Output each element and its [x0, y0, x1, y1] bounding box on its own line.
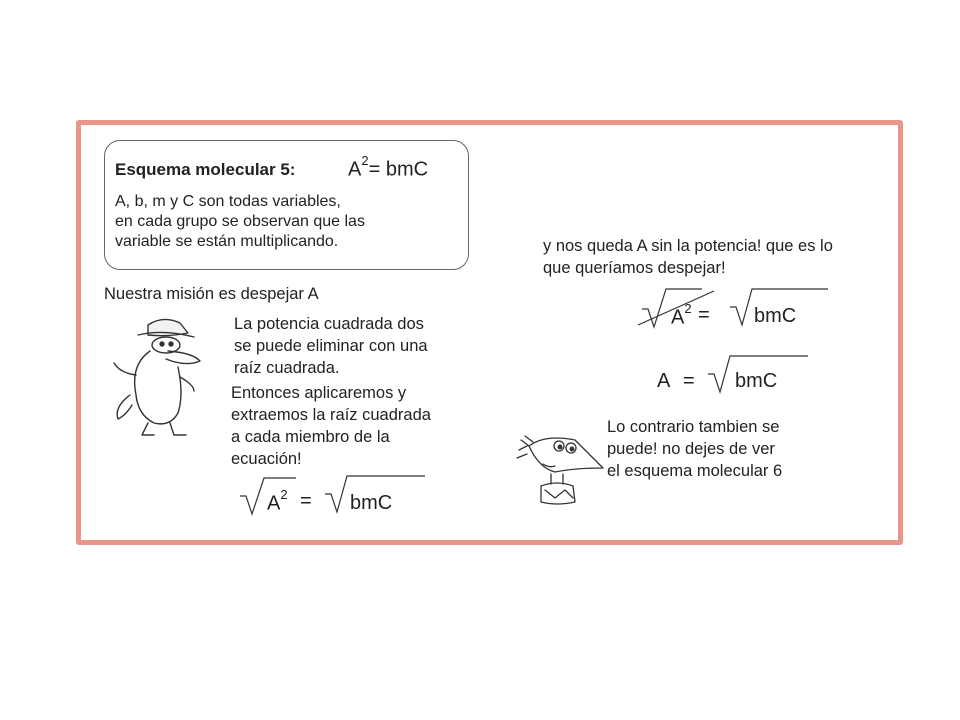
right-eq2-lhs: A: [657, 370, 671, 392]
scheme-equation: [348, 153, 429, 182]
paragraph-1: [234, 313, 428, 379]
scheme-title: Esquema molecular 5:: [115, 160, 296, 179]
eq-base: A: [267, 492, 281, 515]
scheme-description: [115, 192, 365, 252]
eq-base: A: [348, 158, 362, 181]
left-eq-equals: =: [300, 490, 312, 512]
closing-text: [607, 416, 782, 482]
eq-rest: = bmC: [368, 158, 429, 181]
right-eq2-rhs: bmC: [735, 370, 778, 392]
paragraph-2: [231, 382, 431, 470]
eq-base: A: [671, 306, 685, 329]
desc-line: en cada grupo se observan que las: [115, 213, 365, 230]
eq-power: 2: [361, 153, 369, 168]
phineas-drawing: [515, 428, 610, 513]
right-eq1-lhs: [671, 301, 692, 330]
left-eq-rhs: bmC: [350, 492, 393, 514]
right-eq2-equals: =: [683, 370, 695, 392]
right-eq1-equals: =: [698, 304, 710, 326]
eq-power: 2: [280, 487, 288, 502]
outro-line: Lo contrario tambien se: [607, 418, 780, 436]
result-intro: [543, 235, 833, 279]
desc-line: A, b, m y C son todas variables,: [115, 193, 341, 210]
intro-line: que queríamos despejar!: [543, 259, 726, 277]
desc-line: variable se están multiplicando.: [115, 233, 339, 250]
para-line: a cada miembro de la: [231, 428, 390, 446]
intro-line: y nos queda A sin la potencia! que es lo: [543, 237, 833, 255]
para-line: ecuación!: [231, 450, 302, 468]
left-eq-lhs: [267, 487, 288, 516]
outro-line: puede! no dejes de ver: [607, 440, 775, 458]
para-line: extraemos la raíz cuadrada: [231, 406, 431, 424]
para-line: Entonces aplicaremos y: [231, 384, 407, 402]
outro-line: el esquema molecular 6: [607, 462, 783, 480]
agent-p-platypus-drawing: [108, 315, 213, 440]
mission-text: Nuestra misión es despejar A: [104, 285, 319, 303]
para-line: La potencia cuadrada dos: [234, 315, 424, 333]
right-eq1-rhs: bmC: [754, 305, 797, 327]
eq-power: 2: [684, 301, 692, 316]
para-line: raíz cuadrada.: [234, 359, 340, 377]
para-line: se puede eliminar con una: [234, 337, 428, 355]
